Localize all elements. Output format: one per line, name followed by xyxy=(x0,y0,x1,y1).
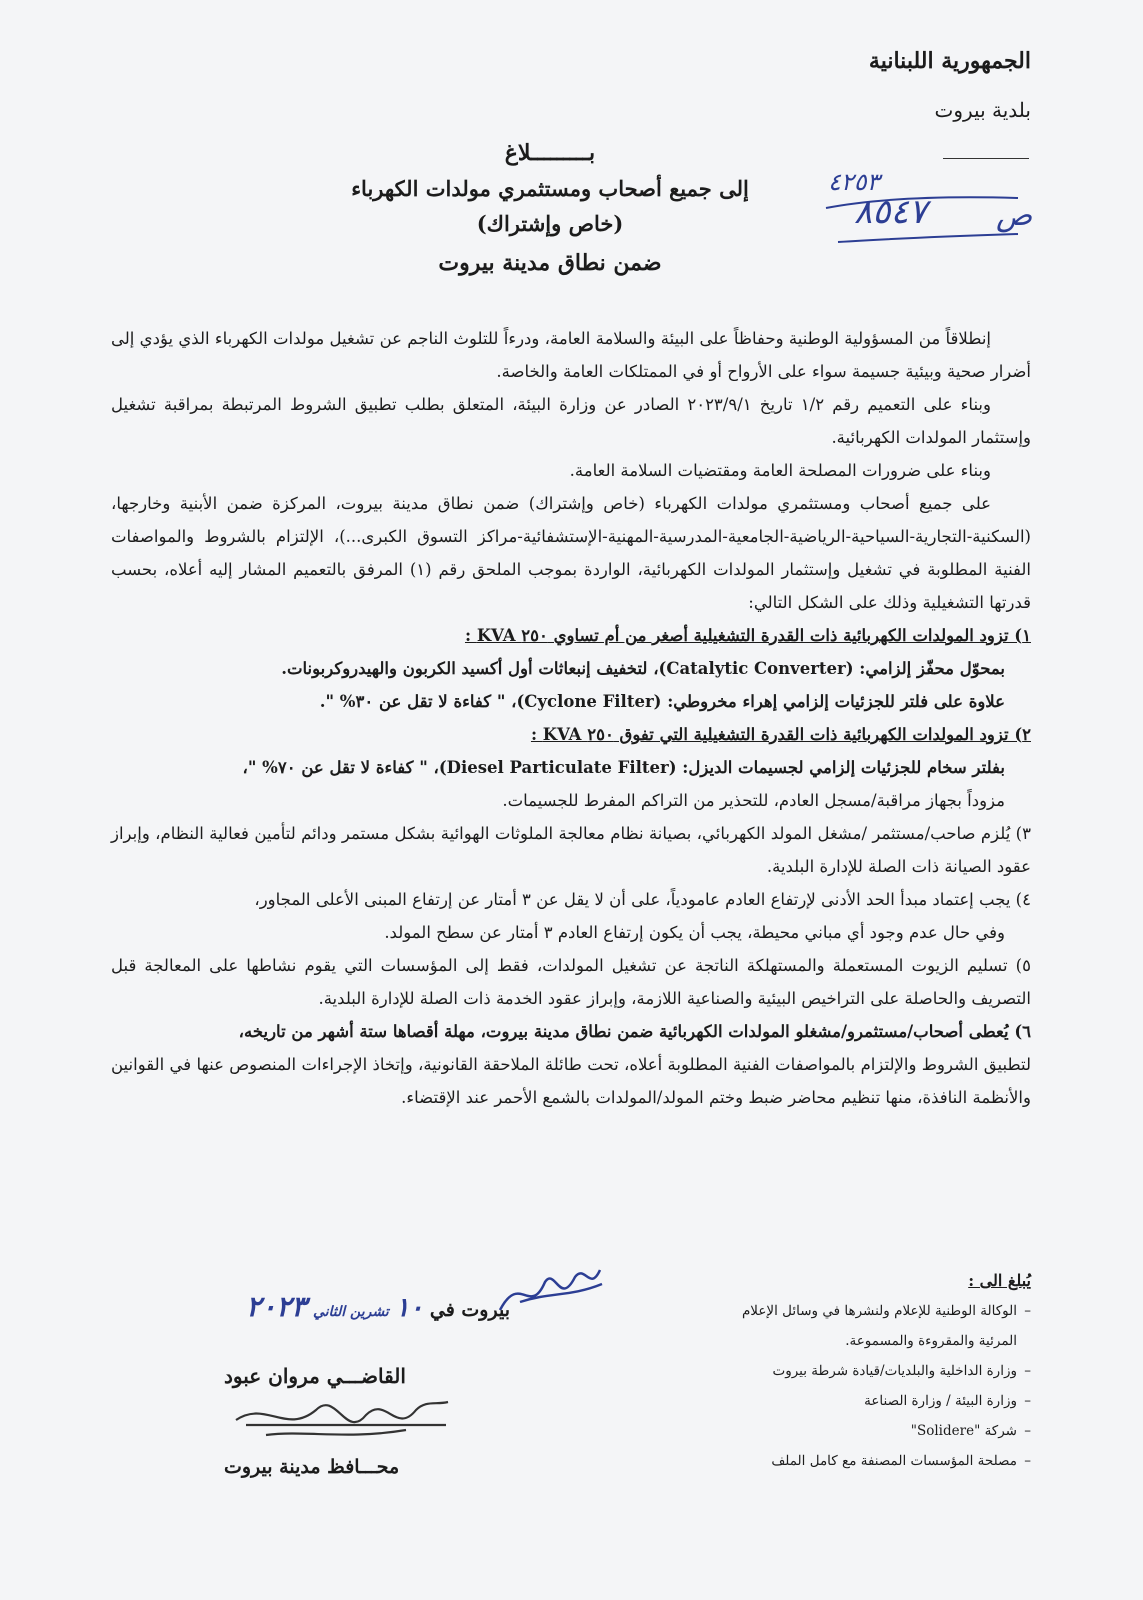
republic-header: الجمهورية اللبنانية xyxy=(868,48,1031,74)
title-scope: ضمن نطاق مدينة بيروت xyxy=(438,250,662,276)
item-6-rest: لتطبيق الشروط والإلتزام بالمواصفات الفنية المطلوبة أعلاه، تحت طائلة الملاحقة القانونية، وإتخاذ الإجراءات المنصوص عنها في القوانين والأنظمة النافذة، منها تنظيم محاضر ضبط وختم المولد/المولدات بالشمع الأحمر عند الإقتضاء. xyxy=(111,1055,1031,1107)
signer-name: القاضـــي مروان عبود xyxy=(224,1364,406,1388)
item-1-b: علاوة على فلتر للجزئيات إلزامي إهراء مخروطي: (Cyclone Filter)، " كفاءة لا تقل عن ٣٠% ". xyxy=(319,692,1005,711)
paragraph-public-interest: وبناء على ضرورات المصلحة العامة ومقتضيات السلامة العامة. xyxy=(569,461,991,480)
item-5: ٥) تسليم الزيوت المستعملة والمستهلكة الناتجة عن تشغيل المولدات، فقط إلى المؤسسات التي يقوم نشاطها على المعالجة قبل التصريف والحاصلة على التراخيص البيئية والصناعية اللازمة، وإبراز عقود الخدمة ذات الصلة للإدارة البلدية. xyxy=(111,956,1031,1008)
paragraph-obligation: على جميع أصحاب ومستثمري مولدات الكهرباء (خاص وإشتراك) ضمن نطاق مدينة بيروت، المركزة ضمن الأبنية وخارجها، (السكنية-التجارية-السياحية-الرياضية-الجامعية-المدرسية-المهنية-الإستشفائية-مراكز التسوق الكبرى...)، الإلتزام بالشروط والمواصفات الفنية المطلوبة في تشغيل وإستثمار المولدات الكهربائية، الواردة بموجب الملحق رقم (١) المرفق بالتعميم المشار إليه أعلاه، بحسب قدرتها التشغيلية وذلك على الشكل التالي: xyxy=(111,494,1032,612)
item-4-b: وفي حال عدم وجود أي مباني محيطة، يجب أن يكون إرتفاع العادم ٣ أمتار عن سطح المولد. xyxy=(384,923,1005,942)
distribution-item: – وزارة الداخلية والبلديات/قيادة شرطة بيروت xyxy=(701,1356,1031,1386)
municipality-header: بلدية بيروت xyxy=(934,98,1031,122)
item-1-heading: ١) تزود المولدات الكهربائية ذات القدرة التشغيلية أصغر من أم تساوي ٢٥٠ KVA : xyxy=(464,626,1031,645)
date-prefix: بيروت في xyxy=(429,1299,510,1321)
handwritten-reference xyxy=(818,168,1033,248)
distribution-item: – وزارة البيئة / وزارة الصناعة xyxy=(701,1386,1031,1416)
item-3: ٣) يُلزم صاحب/مستثمر /مشغل المولد الكهربائي، بصيانة نظام معالجة الملوثات الهوائية بشكل مستمر ودائم لتأمين فعالية النظام، وإبراز عقود الصيانة ذات الصلة للإدارة البلدية. xyxy=(111,824,1031,876)
item-2-b: مزوداً بجهاز مراقبة/مسجل العادم، للتحذير من التراكم المفرط للجسيمات. xyxy=(502,791,1005,810)
item-2-a: بفلتر سخام للجزئيات إلزامي لجسيمات الديزل: (Diesel Particulate Filter)، " كفاءة لا تقل عن ٧٠% "، xyxy=(242,758,1005,777)
item-2-heading: ٢) تزود المولدات الكهربائية ذات القدرة التشغيلية التي تفوق ٢٥٠ KVA : xyxy=(530,725,1031,744)
reference-number: ٨٥٤٧ xyxy=(854,192,928,232)
paragraph-circular: وبناء على التعميم رقم ١/٢ تاريخ ٢٠٢٣/٩/١ الصادر عن وزارة البيئة، المتعلق بطلب تطبيق الشروط المرتبطة بمراقبة تشغيل وإستثمار المولدات الكهربائية. xyxy=(111,395,1031,447)
date-day: ١٠ xyxy=(395,1293,424,1323)
governor-signature xyxy=(226,1380,456,1460)
notice-title xyxy=(300,140,800,276)
header-divider xyxy=(943,158,1029,159)
item-1-a: بمحوّل محفّز إلزامي: (Catalytic Converter)، لتخفيف إنبعاثات أول أكسيد الكربون والهيدروكربونات. xyxy=(281,659,1005,678)
title-addressees: إلى جميع أصحاب ومستثمري مولدات الكهرباء xyxy=(351,176,749,201)
date-month: تشرين الثاني xyxy=(312,1304,389,1320)
distribution-item: – شركة "Solidere" xyxy=(701,1416,1031,1446)
item-6-bold: ٦) يُعطى أصحاب/مستثمرو/مشغلو المولدات الكهربائية ضمن نطاق مدينة بيروت، مهلة أقصاها ستة أشهر من تاريخه، xyxy=(238,1022,1031,1041)
signer-role: محـــافظ مدينة بيروت xyxy=(224,1456,400,1478)
distribution-heading: يُبلغ الى : xyxy=(968,1271,1031,1290)
reference-top: ٤٢٥٣ xyxy=(828,168,880,196)
distribution-item: – الوكالة الوطنية للإعلام ولنشرها في وسائل الإعلام المرئية والمقروءة والمسموعة. xyxy=(701,1296,1031,1356)
title-types: (خاص وإشتراك) xyxy=(476,211,624,236)
notice-heading: بـــــــــلاغ xyxy=(504,140,596,166)
distribution-list xyxy=(701,1266,1031,1476)
distribution-item: – مصلحة المؤسسات المصنفة مع كامل الملف xyxy=(701,1446,1031,1476)
reference-underline xyxy=(818,168,1028,248)
item-4-a: ٤) يجب إعتماد مبدأ الحد الأدنى لإرتفاع العادم عامودياً، على أن لا يقل عن ٣ أمتار عن إرتفاع المبنى الأعلى المجاور، xyxy=(254,890,1031,909)
paragraph-intro: إنطلاقاً من المسؤولية الوطنية وحفاظاً على البيئة والسلامة العامة، ودرءاً للتلوث الناجم عن تشغيل مولدات الكهرباء الذي يؤدي إلى أضرار صحية وبيئية جسيمة سواء على الأرواح أو في الممتلكات العامة والخاصة. xyxy=(111,329,1031,381)
reference-suffix: ص xyxy=(996,198,1033,233)
notice-body xyxy=(111,322,1031,1114)
issue-date xyxy=(180,1290,510,1323)
date-year: ٢٠٢٣ xyxy=(246,1290,307,1323)
